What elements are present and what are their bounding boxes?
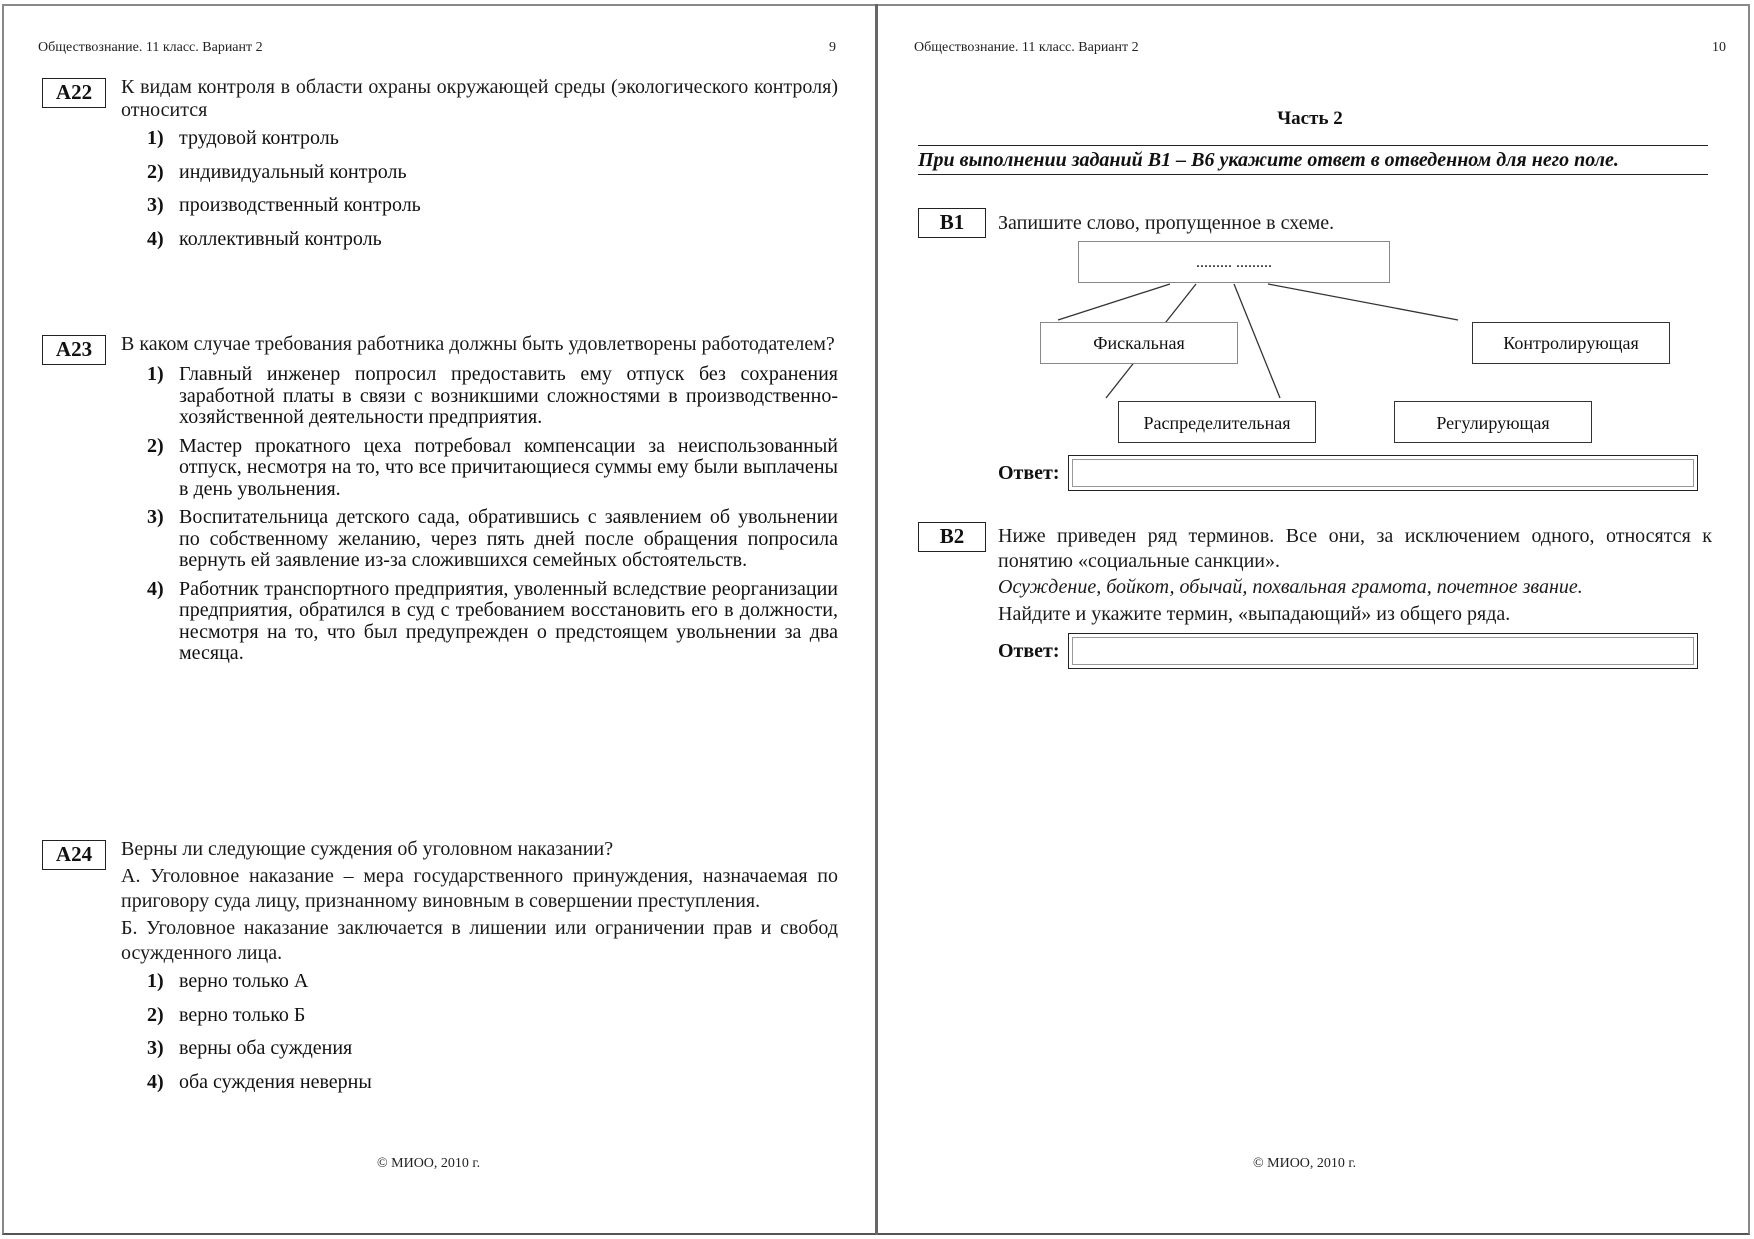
question-text: Запишите слово, пропущенное в схеме. <box>998 212 1335 234</box>
question-text: Ниже приведен ряд терминов. Все они, за исключением одного, относятся к понятию «социальные санкции». <box>998 525 1712 572</box>
option-text: верно только А <box>179 970 309 992</box>
option-text: коллективный контроль <box>179 227 382 250</box>
option-number: 1) <box>147 970 164 992</box>
answer-options <box>147 128 838 250</box>
task-id-badge: A24 <box>42 840 106 870</box>
option-text: трудовой контроль <box>179 127 339 149</box>
option-text: Воспитательница детского сада, обратившись с заявлением об увольнении по собственному желанию, через пять дней после обращения попросила вернуть ей заявление из-за сложившихся семейных обстоятельств. <box>179 506 838 571</box>
answer-options <box>147 364 838 665</box>
copyright-footer: © МИОО, 2010 г. <box>1253 1156 1357 1171</box>
option-text: верны оба суждения <box>179 1037 353 1059</box>
answer-input-inner <box>1072 459 1694 487</box>
option-text: производственный контроль <box>179 194 421 216</box>
option-1[interactable] <box>147 971 838 993</box>
scheme-node-regulating <box>1394 401 1592 443</box>
option-1[interactable] <box>147 364 838 429</box>
page-number: 10 <box>1712 40 1726 55</box>
page-header-title: Обществознание. 11 класс. Вариант 2 <box>38 40 263 55</box>
answer-input-inner <box>1072 637 1694 665</box>
answer-input-b2[interactable] <box>1068 633 1698 669</box>
option-text: Главный инженер попросил предоставить ему отпуск без сохранения заработной платы в связи с возникшими сложностями в производственно-хозяйственной деятельности предприятия. <box>179 363 838 428</box>
option-text: верно только Б <box>179 1003 306 1026</box>
option-3[interactable] <box>147 507 838 572</box>
scheme-node-controlling <box>1472 322 1670 364</box>
page-number: 9 <box>829 40 836 55</box>
question-text: В каком случае требования работника должны быть удовлетворены работодателем? <box>121 333 835 355</box>
task-id-badge: В2 <box>918 522 986 552</box>
terms-list: Осуждение, бойкот, обычай, похвальная грамота, почетное звание. <box>998 576 1583 598</box>
option-number: 4) <box>147 227 164 250</box>
question-text: Верны ли следующие суждения об уголовном наказании? <box>121 838 614 860</box>
option-4[interactable] <box>147 579 838 665</box>
statement-a: А. Уголовное наказание – мера государственного принуждения, назначаемая по приговору суда лицу, признанному виновным в совершении преступления. <box>121 865 838 912</box>
task-a22 <box>42 78 838 250</box>
option-4[interactable] <box>147 1072 838 1094</box>
option-number: 1) <box>147 363 164 385</box>
answer-label: Ответ: <box>998 461 1060 484</box>
option-number: 3) <box>147 506 164 528</box>
option-number: 3) <box>147 1037 164 1059</box>
page-9 <box>0 0 876 1239</box>
task-a23 <box>42 335 838 665</box>
scheme-node-label: Регулирующая <box>1436 413 1550 433</box>
scheme-node-label: Распределительная <box>1143 413 1291 433</box>
option-number: 4) <box>147 577 164 600</box>
task-id-badge: A23 <box>42 335 106 365</box>
option-number: 2) <box>147 160 164 183</box>
option-2[interactable] <box>147 436 838 501</box>
option-number: 4) <box>147 1070 164 1093</box>
scheme-node-distributive <box>1118 401 1316 443</box>
page-header-title: Обществознание. 11 класс. Вариант 2 <box>914 40 1139 55</box>
option-text: Работник транспортного предприятия, уволенный вследствие реорганизации предприятия, обратился в суд с требованием восстановить его в должности, несмотря на то, что был предупрежден о предстоящем увольнении за два месяца. <box>179 577 838 664</box>
option-number: 2) <box>147 1003 164 1026</box>
option-text: оба суждения неверны <box>179 1070 372 1093</box>
task-instruction: Найдите и укажите термин, «выпадающий» из общего ряда. <box>998 603 1511 625</box>
answer-row-b2 <box>998 633 1698 669</box>
option-4[interactable] <box>147 229 838 251</box>
scheme-node-label: Контролирующая <box>1503 333 1639 353</box>
copyright-footer: © МИОО, 2010 г. <box>377 1156 481 1171</box>
scheme-root-box <box>1078 241 1390 283</box>
option-number: 1) <box>147 127 164 149</box>
option-text: индивидуальный контроль <box>179 160 407 183</box>
task-id-badge: A22 <box>42 78 106 108</box>
answer-row-b1 <box>998 455 1698 491</box>
option-2[interactable] <box>147 1005 838 1027</box>
option-3[interactable] <box>147 195 838 217</box>
option-number: 2) <box>147 434 164 457</box>
task-b1 <box>918 208 1710 235</box>
option-text: Мастер прокатного цеха потребовал компенсации за неиспользованный отпуск, несмотря на то, что все причитающиеся суммы ему были выплачены в день увольнения. <box>179 434 838 500</box>
option-number: 3) <box>147 194 164 216</box>
task-id-badge: В1 <box>918 208 986 238</box>
option-1[interactable] <box>147 128 838 150</box>
page-10 <box>878 0 1754 1239</box>
option-3[interactable] <box>147 1038 838 1060</box>
answer-options <box>147 971 838 1093</box>
scheme-root-placeholder: ......... ......... <box>1196 254 1272 271</box>
scheme-node-label: Фискальная <box>1093 333 1185 353</box>
part-title: Часть 2 <box>1277 108 1343 129</box>
answer-label: Ответ: <box>998 639 1060 662</box>
task-a24 <box>42 840 838 1093</box>
task-b2 <box>918 522 1712 627</box>
statement-b: Б. Уголовное наказание заключается в лишении или ограничении прав и свобод осужденного лица. <box>121 917 838 964</box>
question-text: К видам контроля в области охраны окружающей среды (экологического контроля) относится <box>121 76 838 121</box>
answer-input-b1[interactable] <box>1068 455 1698 491</box>
option-2[interactable] <box>147 162 838 184</box>
part-instruction: При выполнении заданий В1 – В6 укажите ответ в отведенном для него поле. <box>918 145 1708 175</box>
scheme-node-fiscal <box>1040 322 1238 364</box>
